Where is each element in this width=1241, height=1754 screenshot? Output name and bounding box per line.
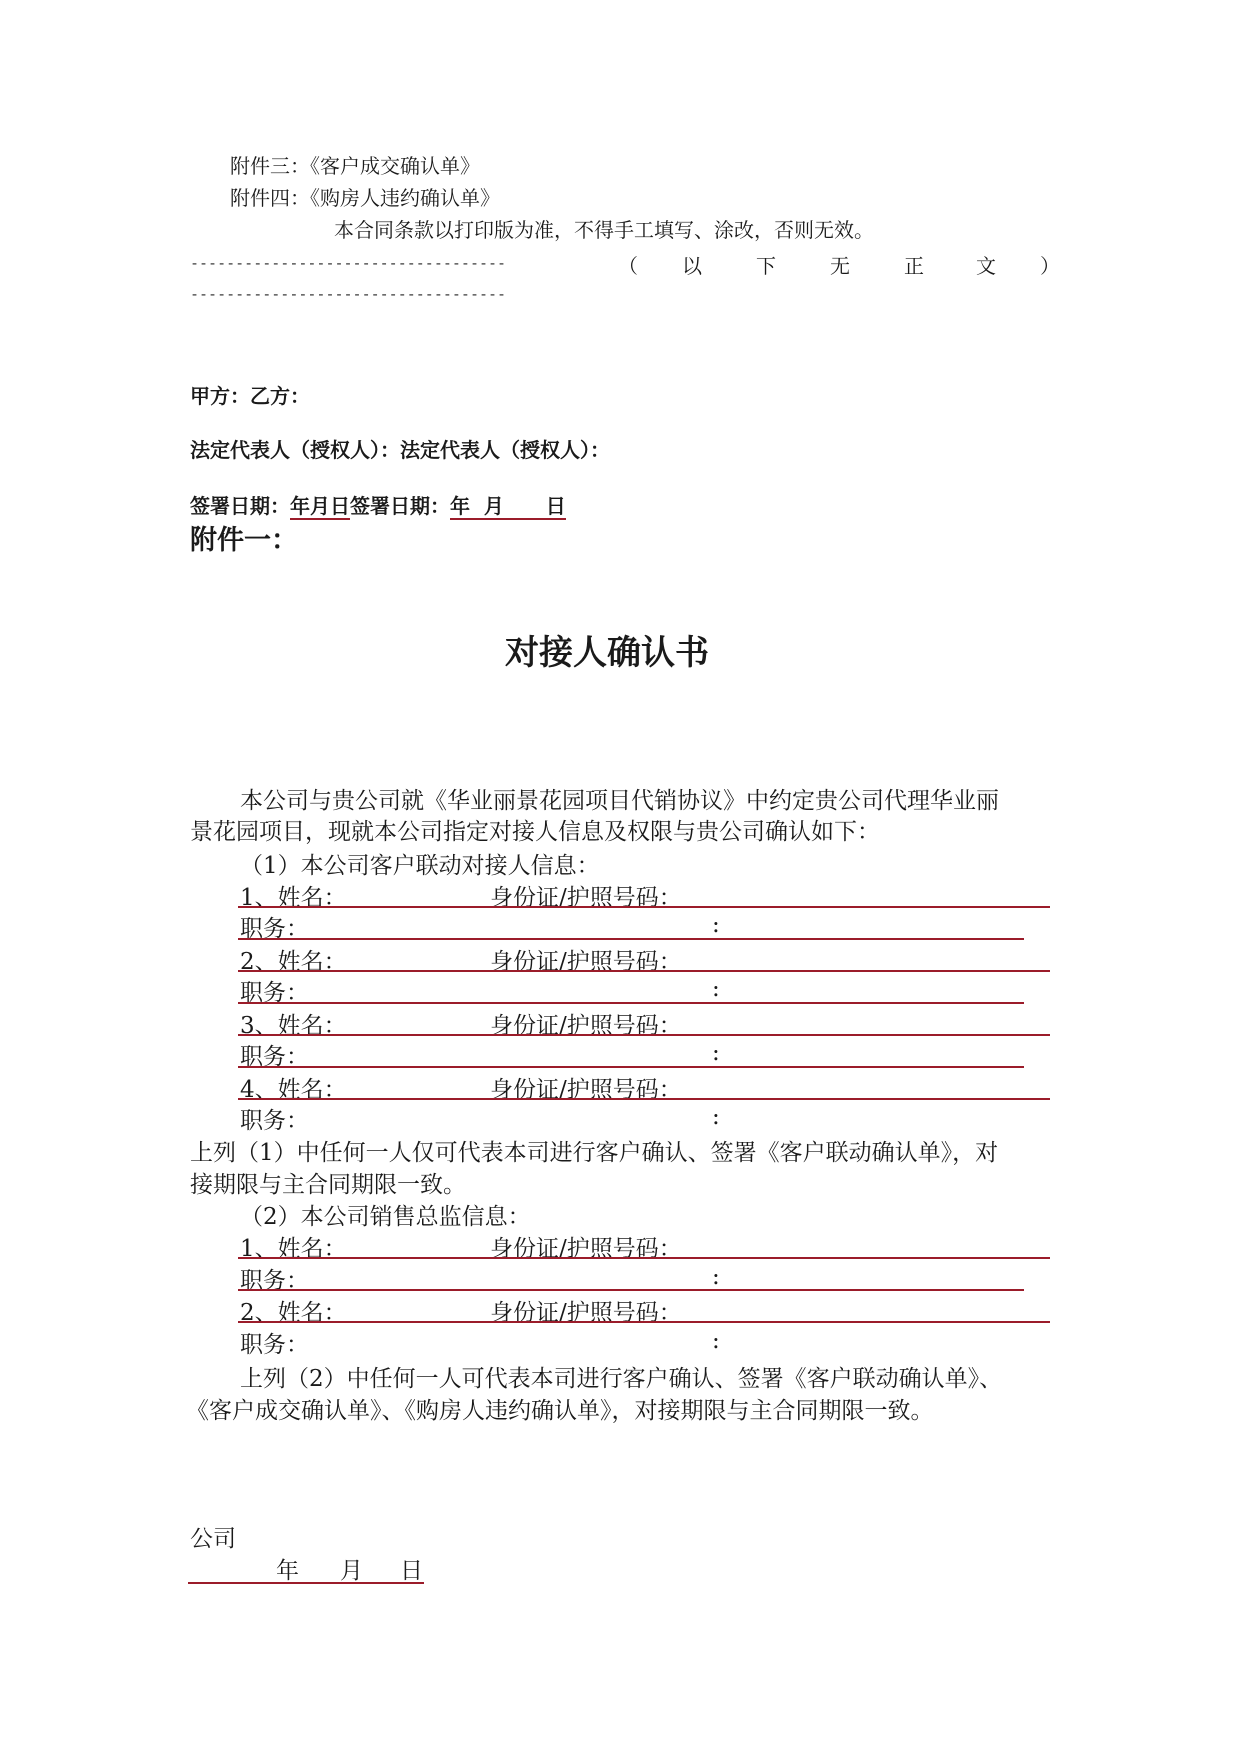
dash-divider-line2: ----------------------------------- bbox=[190, 285, 507, 303]
attachment-3-line: 附件三：《客户成交确认单》 bbox=[230, 154, 480, 178]
entry-name-label: 1、姓名： bbox=[240, 885, 347, 911]
entry-name-label: 3、姓名： bbox=[240, 1013, 347, 1039]
end-mark-close: ） bbox=[1040, 254, 1060, 278]
attachment-4-line: 附件四：《购房人违约确认单》 bbox=[230, 186, 500, 210]
entry-id-label: 身份证/护照号码： bbox=[490, 1013, 682, 1039]
footer-date-underline bbox=[188, 1582, 424, 1584]
section-2-heading: （2）本公司销售总监信息： bbox=[240, 1204, 531, 1230]
entry-underline bbox=[238, 938, 1024, 940]
end-mark-open: （ bbox=[618, 254, 638, 278]
entry-name-label: 2、姓名： bbox=[240, 949, 347, 975]
entry-colon: : bbox=[712, 1040, 720, 1066]
section-2-note-line-2: 《客户成交确认单》、《购房人违约确认单》，对接期限与主合同期限一致。 bbox=[186, 1398, 934, 1424]
entry-name-label: 2、姓名： bbox=[240, 1300, 347, 1326]
entry-underline bbox=[238, 1098, 1050, 1100]
entry-underline bbox=[238, 1002, 1024, 1004]
entry-position-label: 职务： bbox=[240, 1332, 309, 1358]
entry-id-label: 身份证/护照号码： bbox=[490, 1300, 682, 1326]
section-2-note-line-1: 上列（2）中任何一人可代表本司进行客户确认、签署《客户联动确认单》、 bbox=[240, 1366, 1003, 1392]
intro-line-2: 景花园项目，现就本公司指定对接人信息及权限与贵公司确认如下： bbox=[190, 819, 880, 845]
footer-date-day: 日 bbox=[400, 1558, 423, 1584]
footer-date-year: 年 bbox=[276, 1558, 299, 1584]
entry-id-label: 身份证/护照号码： bbox=[490, 949, 682, 975]
entry-name-label: 4、姓名： bbox=[240, 1077, 347, 1103]
end-mark-char: 无 bbox=[830, 254, 850, 278]
end-mark-char: 文 bbox=[976, 254, 996, 278]
entry-colon: : bbox=[712, 1328, 720, 1354]
annex-heading: 附件一： bbox=[190, 525, 298, 556]
document-title: 对接人确认书 bbox=[505, 633, 709, 673]
footer-date-month: 月 bbox=[340, 1558, 363, 1584]
entry-underline bbox=[238, 1066, 1024, 1068]
signing-date-label: 签署日期： bbox=[190, 494, 290, 518]
parties-line: 甲方：乙方： bbox=[190, 384, 310, 408]
entry-position-label: 职务： bbox=[240, 1108, 309, 1134]
entry-colon: : bbox=[712, 1264, 720, 1290]
signing-date-value-2: 年 月 日 bbox=[450, 494, 566, 518]
section-1-heading: （1）本公司客户联动对接人信息： bbox=[240, 853, 600, 879]
entry-name-label: 1、姓名： bbox=[240, 1236, 347, 1262]
entry-underline bbox=[238, 970, 1050, 972]
end-mark-char: 以 bbox=[682, 254, 702, 278]
entry-position-label: 职务： bbox=[240, 980, 309, 1006]
intro-line-1: 本公司与贵公司就《华业丽景花园项目代销协议》中约定贵公司代理华业丽 bbox=[240, 788, 999, 814]
entry-underline bbox=[238, 1257, 1050, 1259]
end-mark-char: 下 bbox=[756, 254, 776, 278]
section-1-note-line-1: 上列（1）中任何一人仅可代表本司进行客户确认、签署《客户联动确认单》，对 bbox=[190, 1140, 999, 1166]
entry-underline bbox=[238, 1289, 1024, 1291]
entry-underline bbox=[238, 1321, 1050, 1323]
end-mark-char: 正 bbox=[904, 254, 924, 278]
entry-id-label: 身份证/护照号码： bbox=[490, 1077, 682, 1103]
entry-id-label: 身份证/护照号码： bbox=[490, 885, 682, 911]
entry-position-label: 职务： bbox=[240, 916, 309, 942]
footer-company: 公司 bbox=[190, 1526, 236, 1552]
entry-position-label: 职务： bbox=[240, 1268, 309, 1294]
representatives-line: 法定代表人（授权人）：法定代表人（授权人）： bbox=[190, 438, 610, 462]
dash-divider-left: ----------------------------------- bbox=[190, 254, 507, 272]
entry-position-label: 职务： bbox=[240, 1044, 309, 1070]
signing-date-value: 年月日 bbox=[290, 494, 350, 518]
entry-colon: : bbox=[712, 1104, 720, 1130]
entry-colon: : bbox=[712, 912, 720, 938]
entry-id-label: 身份证/护照号码： bbox=[490, 1236, 682, 1262]
entry-colon: : bbox=[712, 976, 720, 1002]
entry-underline bbox=[238, 1034, 1050, 1036]
notice-line: 本合同条款以打印版为准，不得手工填写、涂改，否则无效。 bbox=[334, 218, 874, 242]
signing-date-line bbox=[190, 490, 566, 519]
section-1-note-line-2: 接期限与主合同期限一致。 bbox=[190, 1172, 466, 1198]
entry-underline bbox=[238, 906, 1050, 908]
signing-date-label-2: 签署日期： bbox=[350, 494, 450, 518]
